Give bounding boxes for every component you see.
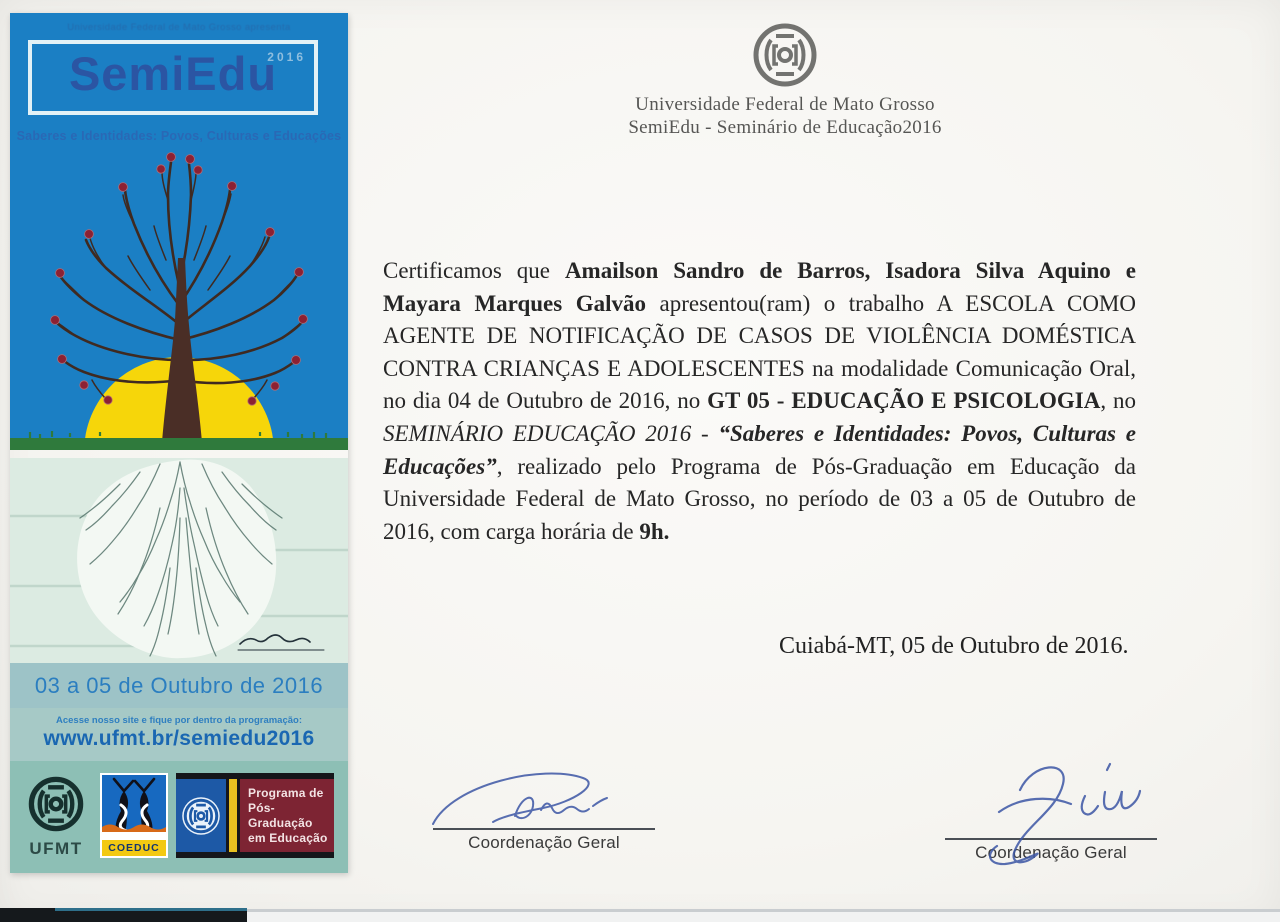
ppge-label-line: em Educação [248,830,328,845]
signature-left [433,766,655,853]
site-note: Acesse nosso site e fique por dentro da programação: [55,715,302,726]
poster-top-note: Universidade Federal de Mato Grosso apresenta [67,22,291,33]
coeduc-label: COEDUC [108,842,160,854]
ufmt-emblem-icon [752,22,818,93]
ufmt-logo [24,775,88,859]
org-name: Universidade Federal de Mato Grosso [635,94,935,115]
ppge-emblem-panel [176,779,226,852]
ppge-label-line: Programa de [248,785,324,800]
seminar-name: SEMINÁRIO EDUCAÇÃO 2016 [383,420,692,446]
poster-dates: 03 a 05 de Outubro de 2016 [34,672,324,698]
coeduc-label-band [102,840,166,856]
place-date-line: Cuiabá-MT, 05 de Outubro de 2016. [779,633,1129,659]
poster-title: SemiEdu [68,47,278,100]
text-segment: - [691,420,719,446]
poster-subtitle: Saberes e Identidades: Povos, Culturas e Educações [16,129,342,143]
certificate-text [383,255,1136,548]
signature-right [945,776,1157,863]
gt-name: GT 05 - EDUCAÇÃO E PSICOLOGIA [707,388,1101,414]
signature-line [433,828,655,830]
ufmt-emblem-icon [27,775,85,833]
roots-section [10,458,348,663]
poster-logos-band [10,761,348,873]
poster-title-box [28,40,318,115]
photo-edge [247,912,1280,922]
ground-strip [10,438,348,450]
coeduc-figures-icon [102,775,166,840]
ppge-text-panel [240,779,334,852]
text-segment: , realizado pelo Programa de Pós-Graduação em Educação da Universidade Federal de Mato Grosso, no período de 03 a 05 de Outubro de 2016, com carga horária de [383,453,1136,544]
poster-date-band [10,663,348,708]
text-segment: Certificamos que [383,258,565,283]
tree-illustration [10,140,348,450]
signature-line [945,838,1157,840]
ufmt-label: UFMT [29,839,83,858]
event-name: SemiEdu - Seminário de Educação2016 [628,117,942,138]
seminar-theme: “Saberes e Identidades: Povos, Culturas e Educações” [383,420,1136,479]
artist-signature [238,635,324,650]
text-segment: apresentou(ram) o trabalho A ESCOLA COMO AGENTE DE NOTIFICAÇÃO DE CASOS DE VIOLÊNCIA DOMÉSTICA CONTRA CRIANÇAS E ADOLESCENTES na modalidade Comunicação Oral, no dia 04 de Outubro de 2016, no [383,290,1136,414]
text-segment: , no [1100,388,1136,414]
tree-trunk [162,258,202,442]
signature-role: Coordenação Geral [468,833,620,852]
event-poster [10,13,348,873]
certificate-header [430,22,1140,139]
poster-site-band [10,708,348,761]
photo-edge-line [247,909,1280,912]
ppge-yellow-bar [226,779,240,852]
poster-top-section [10,13,348,450]
workload: 9h. [639,518,670,544]
poster-title-year: 2016 [267,50,306,64]
ufmt-emblem-icon [181,796,221,836]
ppge-label-line: Pós-Graduação [248,800,313,830]
photo-edge-accent [55,908,247,911]
recipient-names: Amailson Sandro de Barros, Isadora Silva Aquino e Mayara Marques Galvão [383,258,1136,316]
ppge-logo [176,773,334,858]
site-url: www.ufmt.br/semiedu2016 [43,727,315,750]
roots-illustration [10,458,348,663]
coeduc-logo [100,773,168,858]
signature-role: Coordenação Geral [975,843,1127,862]
